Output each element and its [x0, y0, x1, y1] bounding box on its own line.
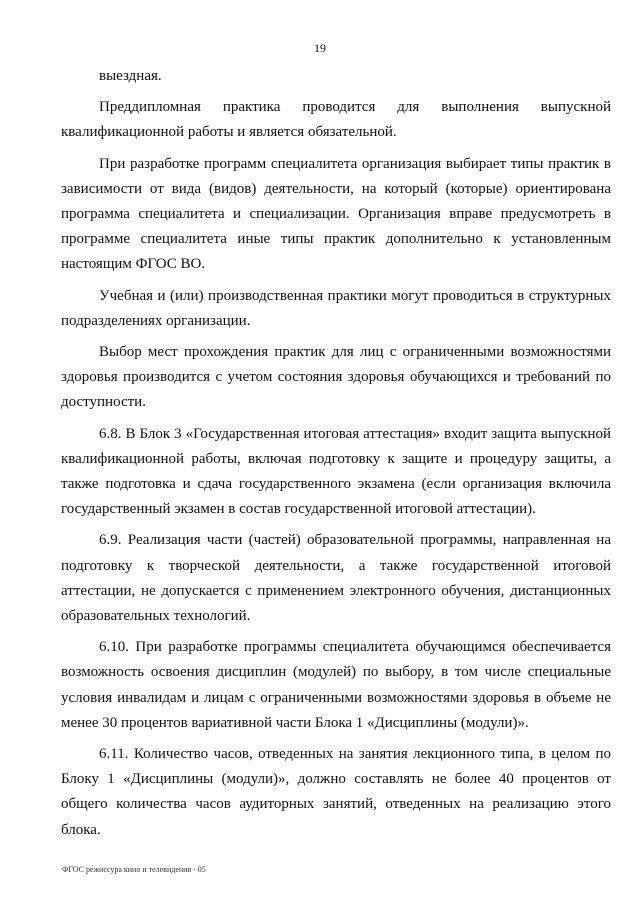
paragraph-prediploma-practice: Преддипломная практика проводится для выполнения выпускной квалификационной работы и является обязательной. [61, 99, 611, 141]
paragraph-6-11: 6.11. Количество часов, отведенных на занятия лекционного типа, в целом по Блоку 1 «Дисциплины (модули)», должно составлять не более 40 процентов от общего количества часов аудиторных занятий, отведенных на реализацию этого блока. [61, 746, 611, 838]
paragraph-structural-units: Учебная и (или) производственная практики могут проводиться в структурных подразделениях организации. [61, 287, 611, 329]
paragraph-continuation: выездная. [99, 68, 162, 84]
paragraph-practice-types: При разработке программ специалитета организация выбирает типы практик в зависимости от вида (видов) деятельности, на который (которые) ориентирована программа специалитета и специализации. Организация вправе предусмотреть в программе специалитета иные типы практик дополнительно к установленным настоящим ФГОС ВО. [61, 155, 611, 273]
paragraph-6-10: 6.10. При разработке программы специалитета обучающимся обеспечивается возможность освоения дисциплин (модулей) по выбору, в том числе специальные условия инвалидам и лицам с ограниченными возможностями здоровья в объеме не менее 30 процентов вариативной части Блока 1 «Дисциплины (модули)». [61, 639, 611, 731]
document-body [61, 64, 611, 849]
paragraph-disability-placement: Выбор мест прохождения практик для лиц с ограниченными возможностями здоровья производится с учетом состояния здоровья обучающихся и требований по доступности. [61, 344, 611, 411]
page-number: 19 [314, 41, 326, 55]
page-footer: ФГОС режиссура кино и телевидения - 05 [62, 865, 206, 874]
paragraph-6-8: 6.8. В Блок 3 «Государственная итоговая аттестация» входит защита выпускной квалификационной работы, включая подготовку к защите и процедуру защиты, а также подготовка и сдача государственного экзамена (если организация включила государственный экзамен в состав государственной итоговой аттестации). [61, 425, 611, 518]
paragraph-6-9: 6.9. Реализация части (частей) образовательной программы, направленная на подготовку к творческой деятельности, а также государственной итоговой аттестации, не допускается с применением электронного обучения, дистанционных образовательных технологий. [61, 532, 611, 625]
